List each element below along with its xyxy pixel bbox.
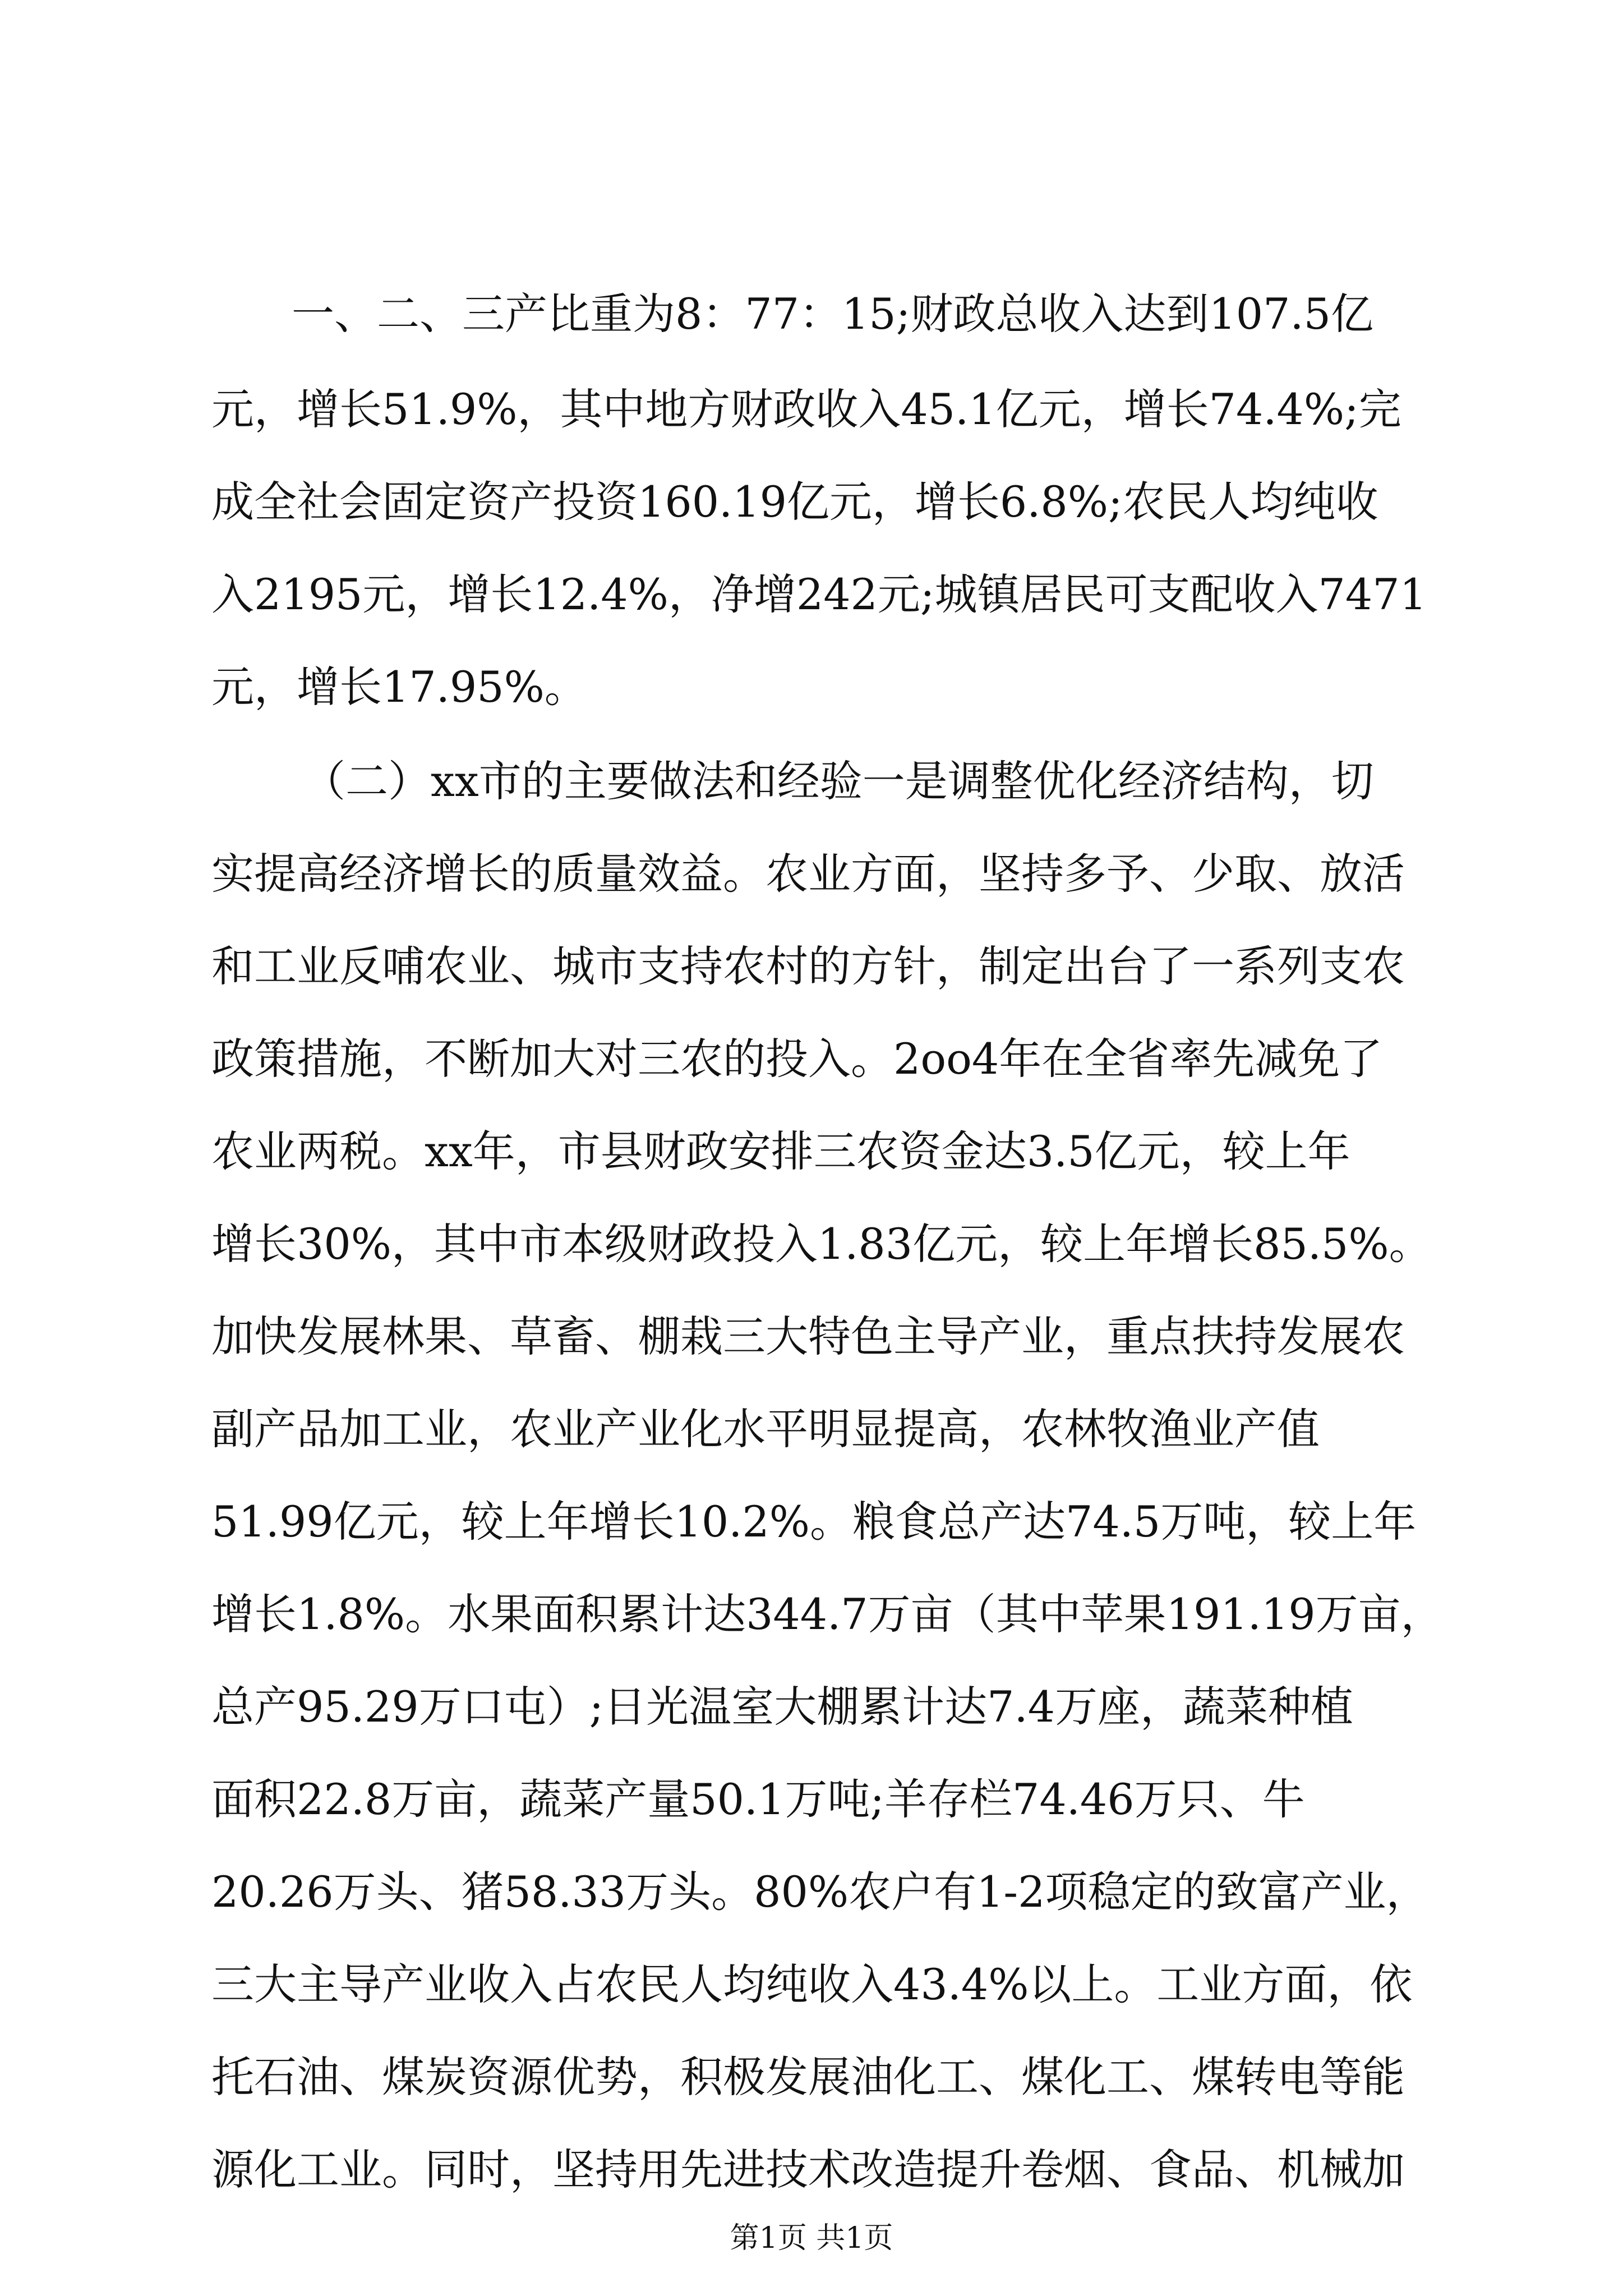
body-text-line: 51.99亿元，较上年增长10.2%。粮食总产达74.5万吨，较上年	[211, 1497, 1417, 1547]
body-text-line: 一、二、三产比重为8：77：15;财政总收入达到107.5亿	[292, 289, 1373, 339]
body-text-line: 元，增长51.9%，其中地方财政收入45.1亿元，增长74.4%;完	[211, 384, 1401, 434]
body-text-line: 总产95.29万口屯）;日光温室大棚累计达7.4万座，蔬菜种植	[211, 1682, 1354, 1732]
body-text-line: 副产品加工业，农业产业化水平明显提高，农林牧渔业产值	[211, 1404, 1320, 1454]
page-footer: 第1页 共1页	[730, 2221, 893, 2255]
body-text-line: 政策措施，不断加大对三农的投入。2oo4年在全省率先减免了	[211, 1034, 1383, 1084]
body-text-line: 加快发展林果、草畜、棚栽三大特色主导产业，重点扶持发展农	[211, 1312, 1405, 1361]
body-text-line: （二）xx市的主要做法和经验一是调整优化经济结构，切	[303, 756, 1374, 806]
body-text-line: 和工业反哺农业、城市支持农村的方针，制定出台了一系列支农	[211, 941, 1405, 991]
body-text-line: 实提高经济增长的质量效益。农业方面，坚持多予、少取、放活	[211, 849, 1405, 899]
body-text-line: 增长1.8%。水果面积累计达344.7万亩（其中苹果191.19万亩，	[211, 1589, 1444, 1639]
body-text-line: 元，增长17.95%。	[211, 662, 587, 712]
body-text-line: 20.26万头、猪58.33万头。80%农户有1-2项稳定的致富产业，	[211, 1867, 1429, 1917]
body-text-line: 成全社会固定资产投资160.19亿元，增长6.8%;农民人均纯收	[211, 477, 1378, 527]
body-text-line: 面积22.8万亩，蔬菜产量50.1万吨;羊存栏74.46万只、牛	[211, 1774, 1305, 1824]
body-text-line: 三大主导产业收入占农民人均纯收入43.4%以上。工业方面，依	[211, 1959, 1413, 2009]
body-text-line: 农业两税。xx年，市县财政安排三农资金达3.5亿元，较上年	[211, 1126, 1350, 1176]
body-text-line: 增长30%，其中市本级财政投入1.83亿元，较上年增长85.5%。	[211, 1219, 1432, 1269]
body-text-line: 源化工业。同时，坚持用先进技术改造提升卷烟、食品、机械加	[211, 2145, 1405, 2194]
body-text-line: 入2195元，增长12.4%，净增242元;城镇居民可支配收入7471	[211, 569, 1427, 619]
body-text-line: 托石油、煤炭资源优势，积极发展油化工、煤化工、煤转电等能	[211, 2052, 1405, 2102]
